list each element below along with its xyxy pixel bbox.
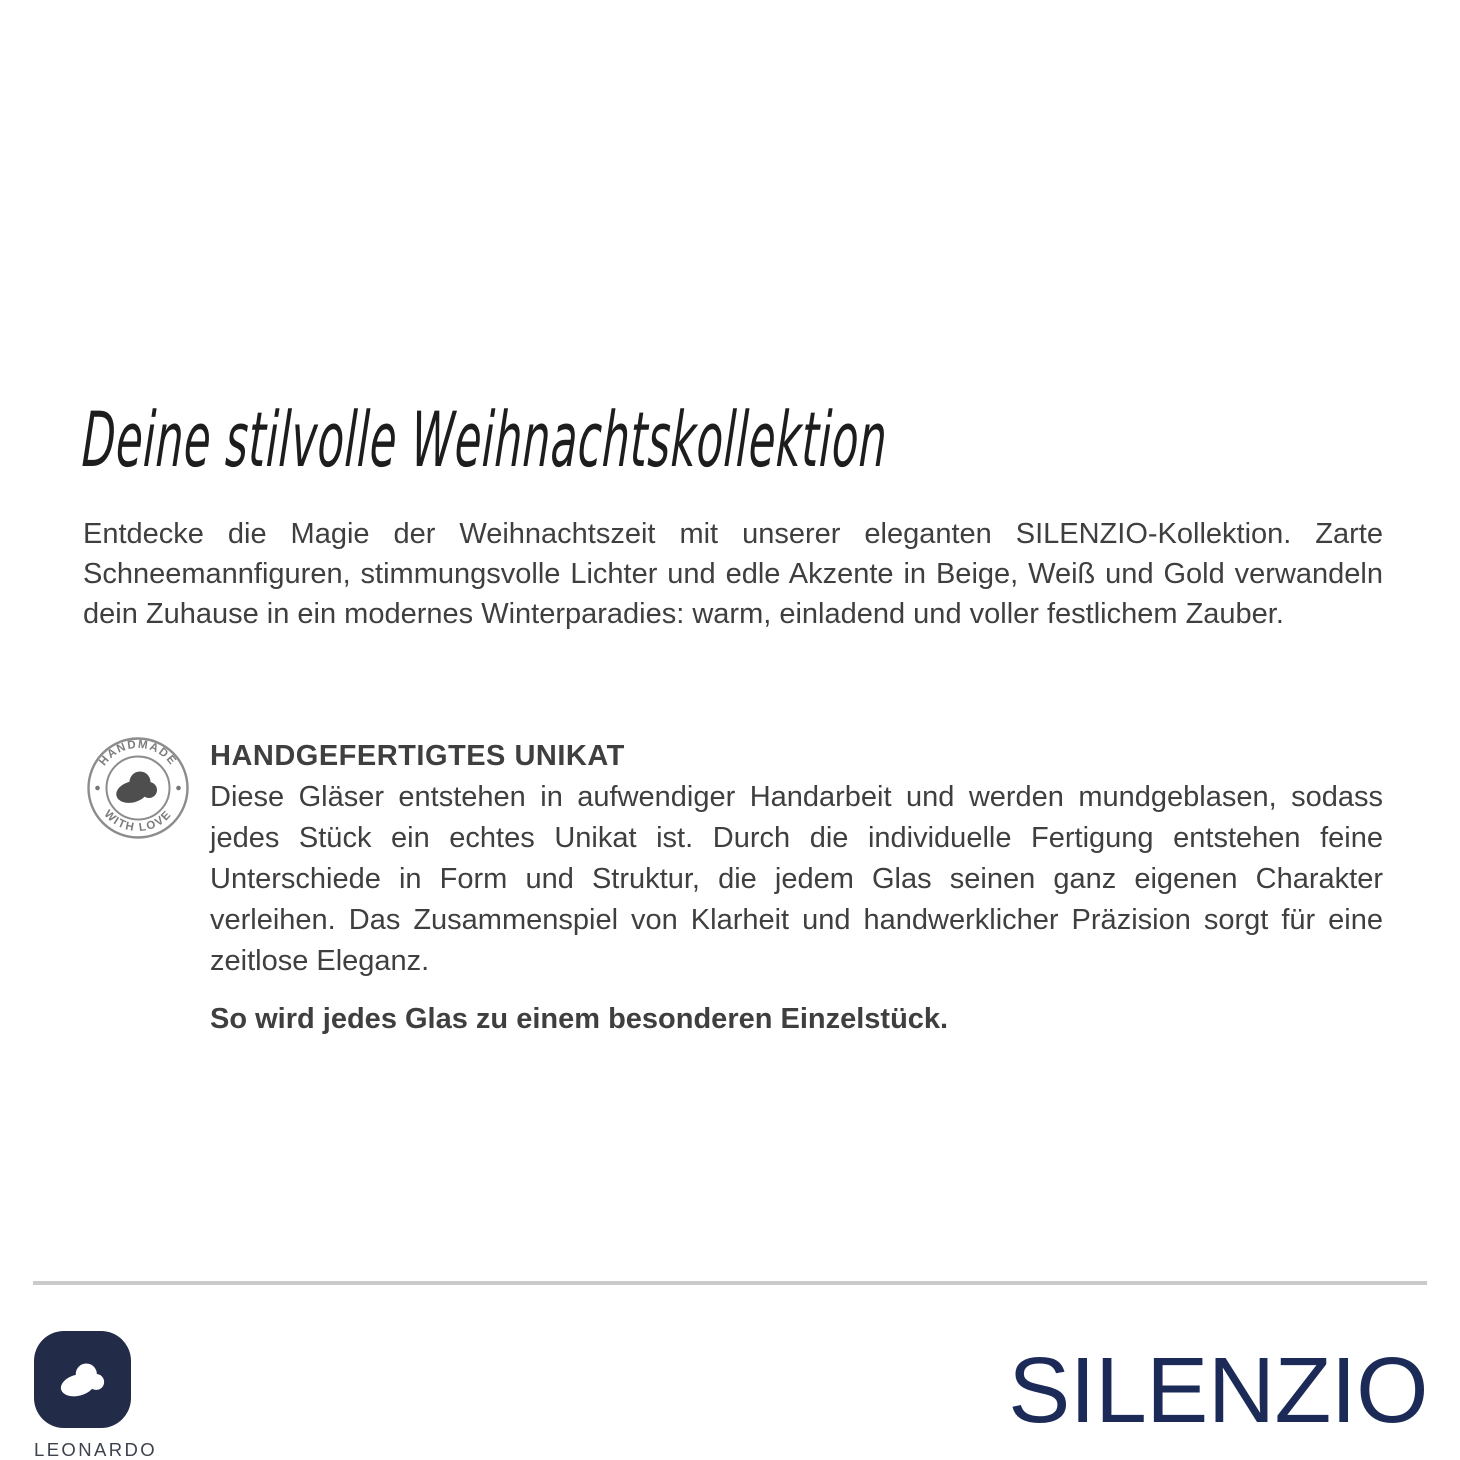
- handmade-paragraph: Diese Gläser entstehen in aufwendiger Handarbeit und werden mundgeblasen, sodass jedes Stück ein echtes Unikat ist. Durch die individuelle Fertigung entstehen feine Unterschiede in Form und Struktur, die jedem Glas seinen ganz eigenen Charakter verleihen. Das Zusammenspiel von Klarheit und handwerklicher Präzision sorgt für eine zeitlose Eleganz.: [210, 781, 1383, 977]
- headline-script: Deine stilvolle Weihnachtskollektion: [80, 395, 890, 484]
- badge-bottom-text: WITH LOVE: [101, 808, 175, 835]
- footer-divider: [33, 1281, 1427, 1285]
- handmade-with-love-stamp-icon: [86, 736, 190, 840]
- badge-left-dot: [95, 786, 100, 791]
- leonardo-cloud-icon: [50, 1347, 116, 1413]
- handmade-emphasis-line: So wird jedes Glas zu einem besonderen Einzelstück.: [210, 1003, 949, 1035]
- brand-name-label: LEONARDO: [34, 1439, 158, 1460]
- cloud-icon: [114, 772, 157, 807]
- intro-paragraph: Entdecke die Magie der Weihnachtszeit mit unserer eleganten SILENZIO-Kollektion. Zarte Schneemannfiguren, stimmungsvolle Lichter und edle Akzente in Beige, Weiß und Gold verwandeln dein Zuhause in ein modernes Winterparadies: warm, einladend und voller festlichem Zauber.: [83, 518, 1383, 630]
- collection-wordmark: SILENZIO: [1008, 1338, 1428, 1442]
- handmade-heading: HANDGEFERTIGTES UNIKAT: [210, 740, 625, 772]
- badge-right-dot: [176, 786, 181, 791]
- leonardo-logo: [34, 1331, 131, 1428]
- badge-top-text: HANDMADE: [97, 738, 179, 769]
- handmade-badge: [86, 736, 190, 840]
